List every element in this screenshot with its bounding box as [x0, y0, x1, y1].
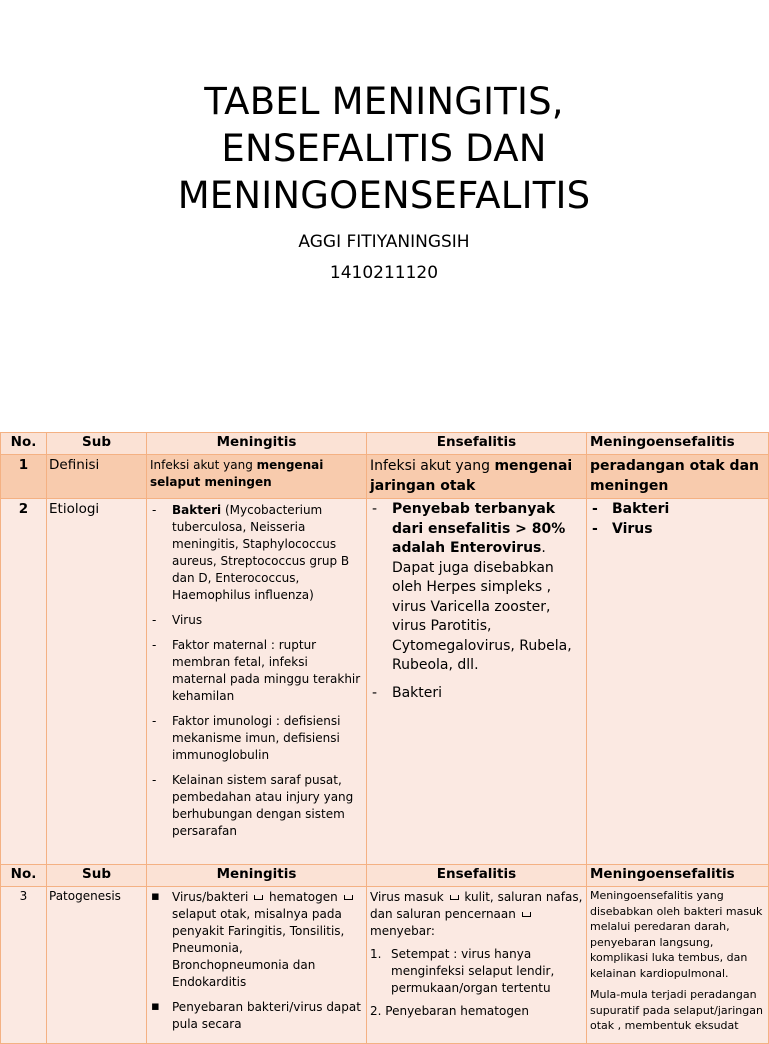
list-item-emphasis: Penyebab terbanyak dari ensefalitis > 80% adalah Enterovirus [392, 501, 566, 556]
list-item-text: Penyebaran hematogen [385, 1004, 529, 1018]
row-sub-label: Definisi [47, 455, 147, 499]
table-row-etiologi [1, 499, 769, 865]
list-item: - Faktor maternal : ruptur membran fetal, infeksi maternal pada minggu terakhir kehamilan [150, 637, 363, 705]
table-row-patogenesis [1, 887, 769, 1044]
student-id: 1410211120 [329, 263, 439, 283]
header-meningitis: Meningitis [147, 433, 367, 455]
etiology-list [590, 500, 765, 539]
title-line-2: ENSEFALITIS DAN [221, 127, 547, 170]
header-no: No. [1, 433, 47, 455]
row-sub-label: Etiologi [47, 499, 147, 865]
list-item-text: Setempat : virus hanya menginfeksi selaput lendir, permukaan/organ tertentu [391, 947, 555, 995]
meningoensefalitis-definition [587, 455, 769, 499]
list-number: 1. [370, 947, 382, 961]
list-item: - Bakteri [370, 684, 583, 704]
etiology-list [150, 502, 363, 840]
header-sub: Sub [47, 433, 147, 455]
arrow-icon [344, 895, 353, 900]
meningoensefalitis-etiology [587, 499, 769, 865]
list-item: - Faktor imunologi : defisiensi mekanisme imun, defisiensi immunoglobulin [150, 713, 363, 764]
document-title [0, 78, 768, 219]
header-no: No. [1, 865, 47, 887]
meningitis-pathogenesis [147, 887, 367, 1044]
list-item: - Kelainan sistem saraf pusat, pembedahan atau injury yang berhubungan dengan sistem persarafan [150, 772, 363, 840]
list-item-text: selaput otak, misalnya pada penyakit Faringitis, Tonsilitis, Pneumonia, Bronchopneumonia dan Endokarditis [172, 907, 345, 989]
list-item: ▪ Penyebaran bakteri/virus dapat pula secara [150, 999, 363, 1033]
meningitis-definition [147, 455, 367, 499]
list-item: - Bakteri [590, 500, 765, 520]
list-item [150, 889, 363, 991]
table-2 [0, 864, 769, 1044]
header-meningitis: Meningitis [147, 865, 367, 887]
table-header-row [1, 433, 769, 455]
title-line-1: TABEL MENINGITIS, [204, 80, 564, 123]
list-item [150, 502, 363, 604]
header-ensefalitis: Ensefalitis [367, 865, 587, 887]
arrow-icon [450, 895, 459, 900]
list-item-text: hematogen [265, 890, 342, 904]
etiology-list [370, 500, 583, 703]
list-item: - Virus [150, 612, 363, 629]
definition-text: Infeksi akut yang [370, 458, 495, 474]
pathogenesis-list [370, 946, 583, 1020]
pathogenesis-intro [370, 889, 583, 940]
definition-emphasis: mengenai jaringan otak [370, 458, 573, 494]
intro-text: kulit, saluran nafas, dan saluran pencernaan [370, 890, 583, 921]
table-header-row [1, 865, 769, 887]
row-number: 3 [1, 887, 47, 1044]
table-row-definisi [1, 455, 769, 499]
intro-text: Virus masuk [370, 890, 448, 904]
ensefalitis-definition [367, 455, 587, 499]
list-item [370, 946, 583, 997]
list-item [370, 1003, 583, 1020]
header-sub: Sub [47, 865, 147, 887]
row-number: 1 [1, 455, 47, 499]
meningoensefalitis-pathogenesis [587, 887, 769, 1044]
pathogenesis-paragraph: Meningoensefalitis yang disebabkan oleh bakteri masuk melalui peredaran darah, penyebaran langsung, komplikasi luka tembus, dan kelainan kardiopulmonal. [590, 889, 763, 980]
list-item-text: Virus/bakteri [172, 890, 249, 904]
definition-emphasis: peradangan otak dan meningen [590, 458, 759, 494]
meningitis-etiology [147, 499, 367, 865]
pathogenesis-list [150, 889, 363, 1033]
ensefalitis-etiology [367, 499, 587, 865]
title-line-3: MENINGOENSEFALITIS [177, 174, 591, 217]
list-number: 2. [370, 1004, 382, 1018]
header-meningoensefalitis: Meningoensefalitis [587, 433, 769, 455]
list-item: - Virus [590, 520, 765, 540]
row-sub-label: Patogenesis [47, 887, 147, 1044]
arrow-icon [254, 895, 263, 900]
list-item [370, 500, 583, 676]
list-item-emphasis: Bakteri [172, 503, 222, 517]
arrow-icon [522, 912, 531, 917]
ensefalitis-pathogenesis [367, 887, 587, 1044]
header-meningoensefalitis: Meningoensefalitis [587, 865, 769, 887]
author-name: AGGI FITIYANINGSIH [298, 232, 470, 252]
header-ensefalitis: Ensefalitis [367, 433, 587, 455]
intro-text: menyebar: [370, 924, 435, 938]
pathogenesis-paragraph: Mula-mula terjadi peradangan supuratif pada selaput/jaringan otak , membentuk eksudat [590, 988, 763, 1032]
row-number: 2 [1, 499, 47, 865]
list-item-text: (Mycobacterium tuberculosa, Neisseria meningitis, Staphylococcus aureus, Streptococcus grup B dan D, Enterococcus, Haemophilus influenza) [172, 503, 350, 602]
list-item-text: . Dapat juga disebabkan oleh Herpes simpleks , virus Varicella zooster, virus Parotitis, Cytomegalovirus, Rubela, Rubeola, dll. [392, 540, 572, 673]
definition-emphasis: mengenai selaput meningen [150, 458, 324, 489]
table-1 [0, 432, 769, 865]
definition-text: Infeksi akut yang [150, 458, 257, 472]
